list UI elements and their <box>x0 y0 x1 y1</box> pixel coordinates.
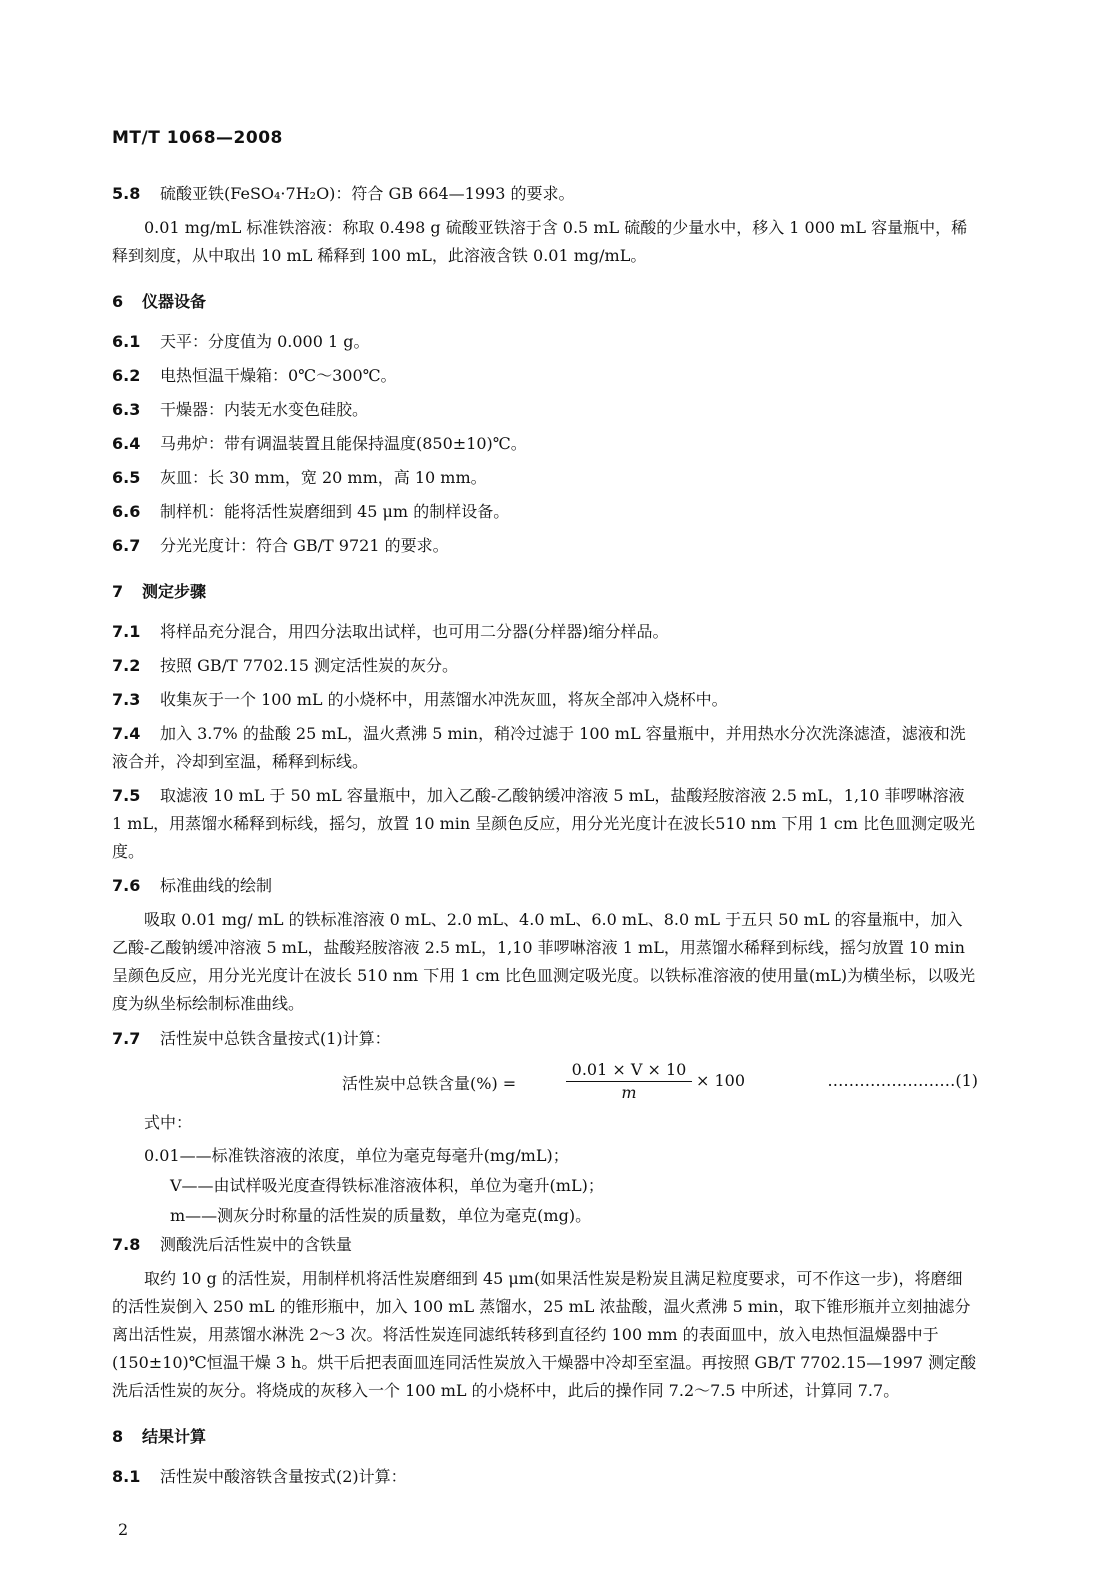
clause-text: 灰皿：长 30 mm，宽 20 mm，高 10 mm。 <box>160 468 487 487</box>
clause-number: 6.5 <box>112 468 141 487</box>
clause-text: 天平：分度值为 0.000 1 g。 <box>160 332 370 351</box>
document-body <box>112 180 978 1497</box>
formula-numerator: 0.01 × V × 10 <box>566 1059 692 1082</box>
clause-text: 硫酸亚铁(FeSO₄·7H₂O)：符合 GB 664—1993 的要求。 <box>160 184 575 203</box>
clause-number: 6.4 <box>112 434 141 453</box>
clause-number: 7.2 <box>112 656 141 675</box>
clause-7-5 <box>112 782 978 866</box>
clause-6-4 <box>112 430 978 458</box>
clause-text: 制样机：能将活性炭磨细到 45 μm 的制样设备。 <box>160 502 510 521</box>
clause-6-6 <box>112 498 978 526</box>
clause-5-8 <box>112 180 978 208</box>
clause-6-5 <box>112 464 978 492</box>
clause-number: 7.8 <box>112 1235 141 1254</box>
standard-iron-solution-paragraph: 0.01 mg/mL 标准铁溶液：称取 0.498 g 硫酸亚铁溶于含 0.5 mL 硫酸的少量水中，移入 1 000 mL 容量瓶中，稀释到刻度，从中取出 10 mL 稀释到 100 mL，此溶液含铁 0.01 mg/mL。 <box>112 218 968 265</box>
section-title: 结果计算 <box>142 1427 207 1446</box>
clause-text: 活性炭中酸溶铁含量按式(2)计算： <box>160 1467 407 1486</box>
section-8-heading <box>112 1423 978 1451</box>
section-number: 8 <box>112 1427 124 1446</box>
clause-number: 6.3 <box>112 400 141 419</box>
clause-number: 6.7 <box>112 536 141 555</box>
formula-fraction <box>566 1059 692 1104</box>
clause-text: 取滤液 10 mL 于 50 mL 容量瓶中，加入乙酸-乙酸钠缓冲溶液 5 mL，盐酸羟胺溶液 2.5 mL，1,10 菲啰啉溶液 1 mL，用蒸馏水稀释到标线，摇匀，放置 10 min 呈颜色反应，用分光光度计在波长510 nm 下用 1 cm 比色皿测定吸光度。 <box>112 786 976 861</box>
section-title: 仪器设备 <box>142 292 207 311</box>
page-number: 2 <box>118 1520 129 1539</box>
variable-definition: V——由试样吸光度查得铁标准溶液体积，单位为毫升(mL)； <box>170 1176 604 1195</box>
clause-text: 加入 3.7% 的盐酸 25 mL，温火煮沸 5 min，稍冷过滤于 100 mL 容量瓶中，并用热水分次洗涤滤渣，滤液和洗液合并，冷却到室温，稀释到标线。 <box>112 724 966 771</box>
clause-7-3 <box>112 686 978 714</box>
clause-6-1 <box>112 328 978 356</box>
clause-number: 6.2 <box>112 366 141 385</box>
clause-text: 测酸洗后活性炭中的含铁量 <box>160 1235 353 1254</box>
clause-6-7 <box>112 532 978 560</box>
standard-code-header: MT/T 1068—2008 <box>112 128 283 148</box>
clause-number: 7.7 <box>112 1029 141 1048</box>
clause-text: 标准曲线的绘制 <box>160 876 273 895</box>
clause-7-1 <box>112 618 978 646</box>
clause-text: 按照 GB/T 7702.15 测定活性炭的灰分。 <box>160 656 459 675</box>
clause-text: 电热恒温干燥箱：0℃～300℃。 <box>160 366 397 385</box>
clause-number: 7.5 <box>112 786 141 805</box>
clause-6-3 <box>112 396 978 424</box>
clause-7-8 <box>112 1231 978 1259</box>
clause-text: 分光光度计：符合 GB/T 9721 的要求。 <box>160 536 449 555</box>
clause-text: 干燥器：内装无水变色硅胶。 <box>160 400 369 419</box>
clause-6-2 <box>112 362 978 390</box>
clause-7-7 <box>112 1025 978 1053</box>
variable-definition: 0.01——标准铁溶液的浓度，单位为毫克每毫升(mg/mL)； <box>144 1146 569 1165</box>
formula-number: ……………………(1) <box>827 1071 978 1090</box>
clause-number: 7.4 <box>112 724 141 743</box>
clause-text: 将样品充分混合，用四分法取出试样，也可用二分器(分样器)缩分样品。 <box>160 622 669 641</box>
clause-number: 6.6 <box>112 502 141 521</box>
formula-multiplier: × 100 <box>696 1071 746 1090</box>
section-title: 测定步骤 <box>142 582 207 601</box>
formula-denominator: m <box>621 1083 637 1102</box>
clause-number: 5.8 <box>112 184 141 203</box>
clause-number: 6.1 <box>112 332 141 351</box>
clause-number: 8.1 <box>112 1467 141 1486</box>
acid-wash-paragraph: 取约 10 g 的活性炭，用制样机将活性炭磨细到 45 μm(如果活性炭是粉炭且满足粒度要求，可不作这一步)，将磨细的活性炭倒入 250 mL 的锥形瓶中，加入 100 mL 蒸馏水，25 mL 浓盐酸，温火煮沸 5 min，取下锥形瓶并立刻抽滤分离出活性炭，用蒸馏水淋洗 2～3 次。将活性炭连同滤纸转移到直径约 100 mm 的表面皿中，放入电热恒温燥器中于(150±10)℃恒温干燥 3 h。烘干后把表面皿连同活性炭放入干燥器中冷却至室温。再按照 GB/T 7702.15—1997 测定酸洗后活性炭的灰分。将烧成的灰移入一个 100 mL 的小烧杯中，此后的操作同 7.2～7.5 中所述，计算同 7.7。 <box>112 1269 977 1400</box>
formula-1 <box>112 1059 978 1103</box>
section-number: 6 <box>112 292 124 311</box>
clause-number: 7.6 <box>112 876 141 895</box>
formula-label: 活性炭中总铁含量(%) = <box>342 1074 517 1093</box>
clause-7-2 <box>112 652 978 680</box>
where-label: 式中： <box>144 1113 193 1132</box>
section-6-heading <box>112 288 978 316</box>
clause-text: 收集灰于一个 100 mL 的小烧杯中，用蒸馏水冲洗灰皿，将灰全部冲入烧杯中。 <box>160 690 728 709</box>
section-number: 7 <box>112 582 124 601</box>
clause-7-6 <box>112 872 978 900</box>
variable-definition: m——测灰分时称量的活性炭的质量数，单位为毫克(mg)。 <box>170 1206 592 1225</box>
section-7-heading <box>112 578 978 606</box>
clause-text: 马弗炉：带有调温装置且能保持温度(850±10)℃。 <box>160 434 527 453</box>
clause-8-1 <box>112 1463 978 1491</box>
clause-number: 7.3 <box>112 690 141 709</box>
calibration-curve-paragraph: 吸取 0.01 mg/ mL 的铁标准溶液 0 mL、2.0 mL、4.0 mL、6.0 mL、8.0 mL 于五只 50 mL 的容量瓶中，加入乙酸-乙酸钠缓冲溶液 5 mL，盐酸羟胺溶液 2.5 mL，1,10 菲啰啉溶液 1 mL，用蒸馏水稀释到标线，摇匀放置 10 min 呈颜色反应，用分光光度计在波长 510 nm 下用 1 cm 比色皿测定吸光度。以铁标准溶液的使用量(mL)为横坐标，以吸光度为纵坐标绘制标准曲线。 <box>112 910 976 1013</box>
clause-7-4 <box>112 720 978 776</box>
clause-number: 7.1 <box>112 622 141 641</box>
clause-text: 活性炭中总铁含量按式(1)计算： <box>160 1029 391 1048</box>
